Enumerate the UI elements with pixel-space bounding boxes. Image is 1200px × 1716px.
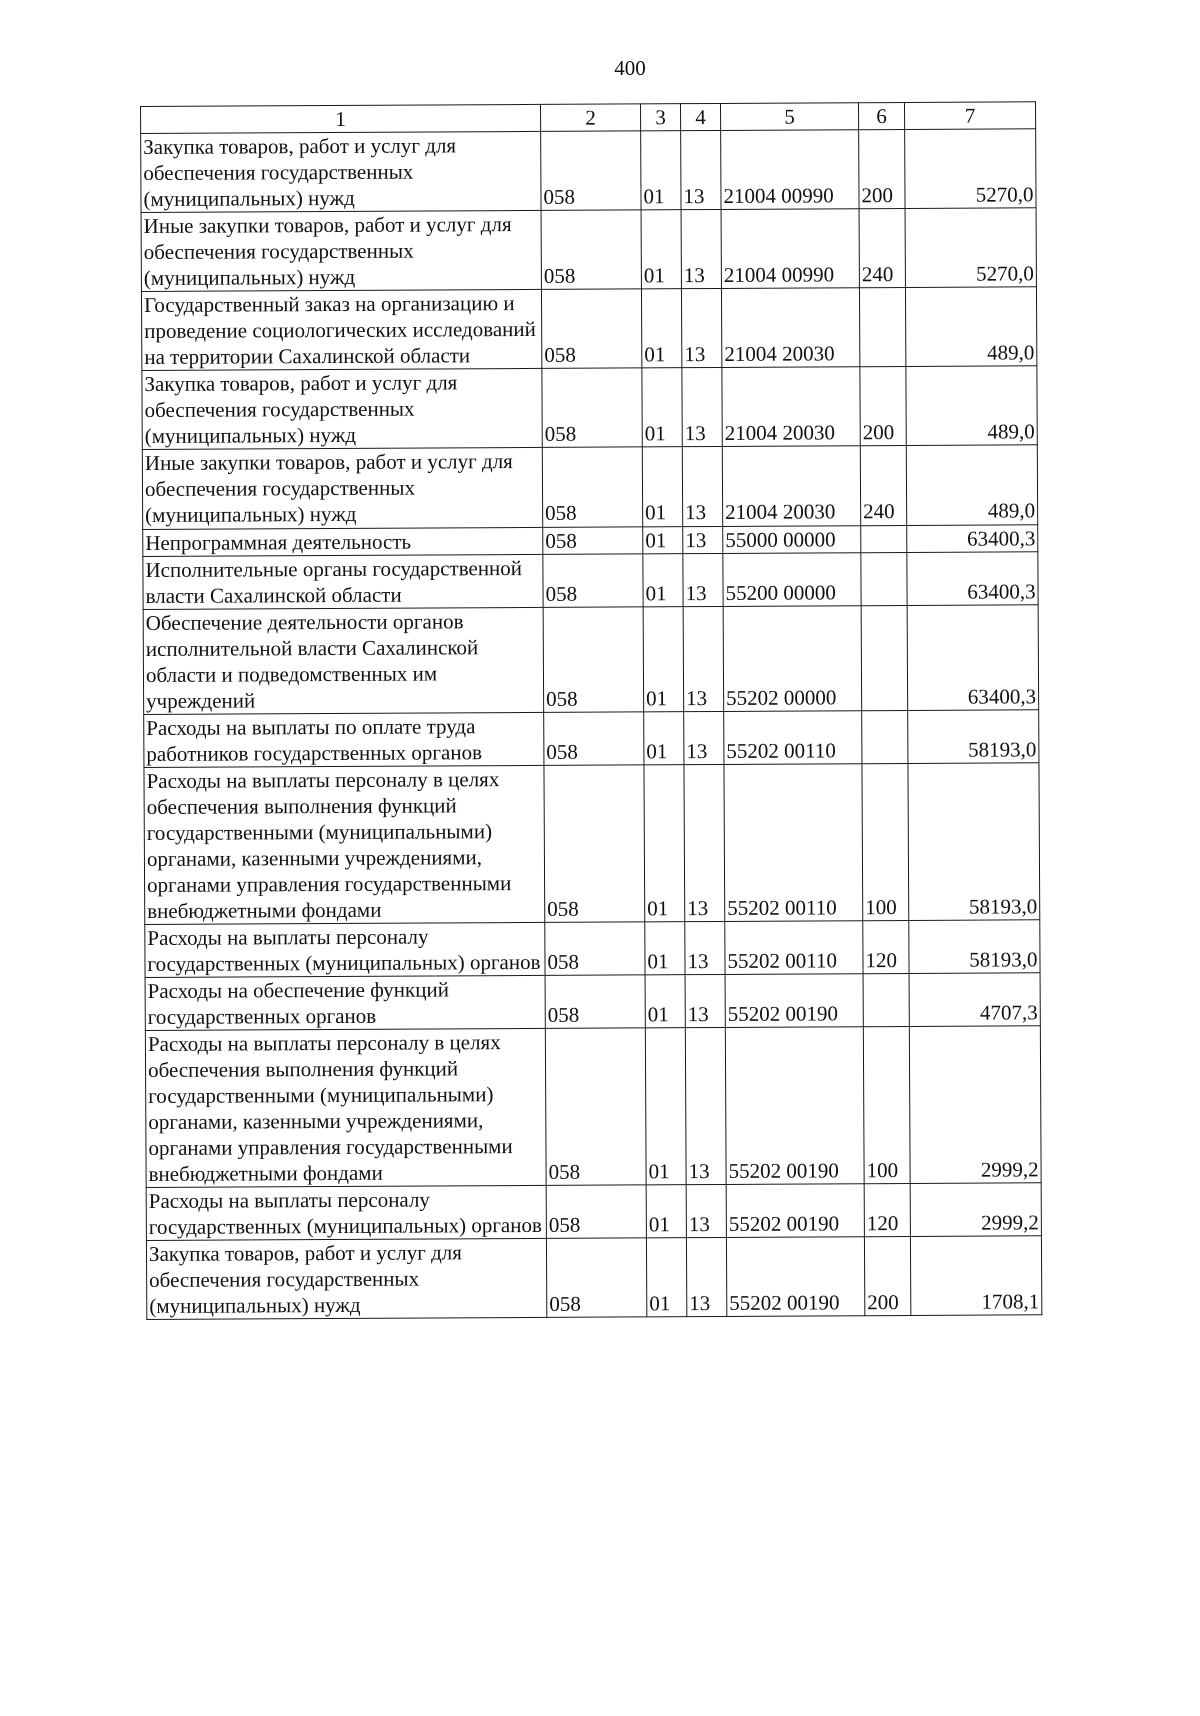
table-row bbox=[146, 1183, 1041, 1241]
cell-name: Обеспечение деятельности органов исполнительной власти Сахалинской области и подведомственных им учреждений bbox=[143, 607, 544, 714]
cell-ved-code: 058 bbox=[545, 1028, 646, 1186]
cell-ved-code: 058 bbox=[543, 553, 643, 607]
cell-section-code: 01 bbox=[643, 526, 683, 553]
header-col-3: 3 bbox=[640, 104, 680, 131]
header-col-7: 7 bbox=[904, 102, 1035, 130]
cell-amount: 1708,1 bbox=[910, 1236, 1041, 1316]
header-col-5: 5 bbox=[720, 103, 858, 131]
table-row bbox=[146, 1236, 1041, 1320]
cell-expense-type: 200 bbox=[859, 130, 905, 209]
cell-expense-type bbox=[863, 974, 909, 1027]
cell-expense-type: 100 bbox=[862, 763, 909, 920]
cell-name: Непрограммная деятельность bbox=[143, 527, 543, 556]
table-row bbox=[143, 551, 1038, 609]
cell-expense-type bbox=[859, 288, 905, 367]
cell-amount: 58193,0 bbox=[908, 710, 1039, 764]
cell-expense-type bbox=[861, 525, 907, 552]
table-row bbox=[142, 366, 1037, 450]
cell-amount: 489,0 bbox=[906, 366, 1037, 446]
header-col-4: 4 bbox=[680, 103, 720, 130]
cell-amount: 63400,3 bbox=[907, 604, 1039, 710]
cell-ved-code: 058 bbox=[543, 526, 643, 554]
cell-target-article: 55202 00110 bbox=[724, 710, 862, 764]
cell-amount: 5270,0 bbox=[905, 208, 1036, 288]
cell-expense-type: 120 bbox=[864, 1184, 910, 1237]
cell-subsection-code: 13 bbox=[685, 1028, 726, 1185]
cell-subsection-code: 13 bbox=[686, 1238, 726, 1317]
cell-target-article: 21004 00990 bbox=[721, 209, 859, 289]
cell-subsection-code: 13 bbox=[681, 289, 721, 368]
cell-name: Закупка товаров, работ и услуг для обеспечения государственных (муниципальных) нужд bbox=[141, 131, 541, 212]
cell-target-article: 55202 00110 bbox=[725, 921, 863, 975]
table-row bbox=[145, 973, 1040, 1031]
cell-name: Расходы на выплаты персоналу государственных (муниципальных) органов bbox=[146, 1186, 546, 1241]
cell-target-article: 21004 20030 bbox=[721, 288, 859, 368]
table-row bbox=[145, 920, 1040, 978]
page-number: 400 bbox=[614, 56, 646, 80]
cell-target-article: 55202 00000 bbox=[723, 605, 862, 711]
cell-section-code: 01 bbox=[643, 606, 684, 711]
table-row bbox=[142, 445, 1037, 529]
cell-subsection-code: 13 bbox=[686, 1185, 726, 1238]
table-row bbox=[141, 208, 1036, 292]
cell-target-article: 55202 00190 bbox=[725, 1027, 864, 1185]
cell-name: Иные закупки товаров, работ и услуг для обеспечения государственных (муниципальных) нужд bbox=[141, 211, 541, 292]
cell-amount: 63400,3 bbox=[907, 524, 1038, 552]
cell-subsection-code: 13 bbox=[685, 921, 725, 974]
cell-name: Расходы на выплаты персоналу государственных (муниципальных) органов bbox=[145, 922, 545, 977]
cell-name: Расходы на выплаты персоналу в целях обеспечения выполнения функций государственными (муниципальными) органами, казенными учреждениями, органами управления государственными внебюджетными фондами bbox=[145, 1028, 546, 1187]
cell-name: Расходы на обеспечение функций государственных органов bbox=[145, 975, 545, 1030]
cell-expense-type: 120 bbox=[863, 920, 909, 973]
table-row bbox=[145, 1026, 1041, 1188]
cell-ved-code: 058 bbox=[545, 975, 645, 1029]
cell-ved-code: 058 bbox=[542, 447, 642, 527]
cell-subsection-code: 13 bbox=[685, 974, 725, 1027]
cell-ved-code: 058 bbox=[541, 210, 641, 290]
cell-section-code: 01 bbox=[642, 368, 682, 447]
cell-target-article: 55200 00000 bbox=[723, 552, 861, 606]
cell-name: Закупка товаров, работ и услуг для обеспечения государственных (муниципальных) нужд bbox=[146, 1239, 546, 1320]
cell-section-code: 01 bbox=[645, 1028, 686, 1185]
cell-section-code: 01 bbox=[641, 289, 681, 368]
table-row bbox=[143, 604, 1039, 714]
cell-amount: 2999,2 bbox=[910, 1183, 1041, 1237]
cell-target-article: 55202 00190 bbox=[726, 1237, 864, 1317]
cell-expense-type: 100 bbox=[863, 1027, 910, 1184]
budget-table bbox=[140, 101, 1042, 1320]
cell-name: Исполнительные органы государственной власти Сахалинской области bbox=[143, 554, 543, 609]
cell-ved-code: 058 bbox=[543, 606, 644, 712]
cell-expense-type: 240 bbox=[859, 209, 905, 288]
cell-amount: 5270,0 bbox=[905, 129, 1036, 209]
cell-name: Расходы на выплаты персоналу в целях обеспечения выполнения функций государственными (муниципальными) органами, казенными учреждениями, органами управления государственными внебюджетными фондами bbox=[144, 765, 545, 924]
cell-section-code: 01 bbox=[644, 764, 685, 921]
cell-expense-type bbox=[861, 605, 908, 710]
cell-expense-type: 200 bbox=[864, 1237, 910, 1316]
cell-section-code: 01 bbox=[645, 922, 685, 975]
cell-amount: 63400,3 bbox=[907, 551, 1038, 605]
cell-subsection-code: 13 bbox=[684, 764, 725, 921]
cell-subsection-code: 13 bbox=[684, 711, 724, 764]
cell-section-code: 01 bbox=[641, 210, 681, 289]
cell-ved-code: 058 bbox=[541, 131, 641, 211]
cell-amount: 58193,0 bbox=[908, 763, 1040, 921]
cell-name: Расходы на выплаты по оплате труда работников государственных органов bbox=[144, 712, 544, 767]
cell-subsection-code: 13 bbox=[681, 210, 721, 289]
cell-ved-code: 058 bbox=[544, 712, 644, 766]
cell-subsection-code: 13 bbox=[681, 130, 721, 209]
cell-subsection-code: 13 bbox=[682, 447, 722, 526]
cell-target-article: 55202 00110 bbox=[724, 764, 863, 922]
cell-target-article: 21004 20030 bbox=[722, 446, 860, 526]
cell-section-code: 01 bbox=[644, 711, 684, 764]
cell-target-article: 55202 00190 bbox=[725, 974, 863, 1028]
cell-ved-code: 058 bbox=[546, 1238, 646, 1318]
cell-amount: 2999,2 bbox=[909, 1026, 1041, 1184]
cell-ved-code: 058 bbox=[544, 765, 645, 923]
cell-section-code: 01 bbox=[642, 447, 682, 526]
cell-expense-type: 200 bbox=[860, 367, 906, 446]
cell-target-article: 55202 00190 bbox=[726, 1184, 864, 1238]
cell-section-code: 01 bbox=[646, 1185, 686, 1238]
cell-ved-code: 058 bbox=[541, 289, 641, 369]
cell-expense-type: 240 bbox=[860, 446, 906, 525]
cell-section-code: 01 bbox=[646, 1238, 686, 1317]
cell-target-article: 55000 00000 bbox=[723, 525, 861, 553]
cell-subsection-code: 13 bbox=[682, 368, 722, 447]
header-col-6: 6 bbox=[858, 102, 904, 129]
table-row bbox=[144, 710, 1039, 768]
cell-ved-code: 058 bbox=[546, 1185, 646, 1239]
cell-amount: 489,0 bbox=[906, 445, 1037, 525]
table-row bbox=[141, 287, 1036, 371]
cell-subsection-code: 13 bbox=[683, 526, 723, 553]
cell-amount: 4707,3 bbox=[909, 973, 1040, 1027]
cell-name: Государственный заказ на организацию и проведение социологических исследований на территории Сахалинской области bbox=[141, 290, 541, 371]
cell-amount: 489,0 bbox=[905, 287, 1036, 367]
cell-amount: 58193,0 bbox=[909, 920, 1040, 974]
cell-ved-code: 058 bbox=[545, 922, 645, 976]
cell-name: Иные закупки товаров, работ и услуг для обеспечения государственных (муниципальных) нужд bbox=[142, 448, 542, 529]
cell-ved-code: 058 bbox=[542, 368, 642, 448]
cell-section-code: 01 bbox=[641, 131, 681, 210]
table-row bbox=[141, 129, 1036, 213]
table-row bbox=[144, 763, 1040, 925]
cell-name: Закупка товаров, работ и услуг для обеспечения государственных (муниципальных) нужд bbox=[142, 369, 542, 450]
cell-section-code: 01 bbox=[643, 553, 683, 606]
cell-section-code: 01 bbox=[645, 975, 685, 1028]
cell-subsection-code: 13 bbox=[683, 553, 723, 606]
cell-expense-type bbox=[861, 552, 907, 605]
header-col-1: 1 bbox=[141, 104, 541, 133]
header-col-2: 2 bbox=[540, 104, 640, 132]
cell-expense-type bbox=[862, 710, 908, 763]
cell-target-article: 21004 00990 bbox=[721, 130, 859, 210]
cell-target-article: 21004 20030 bbox=[722, 367, 860, 447]
cell-subsection-code: 13 bbox=[683, 606, 724, 711]
